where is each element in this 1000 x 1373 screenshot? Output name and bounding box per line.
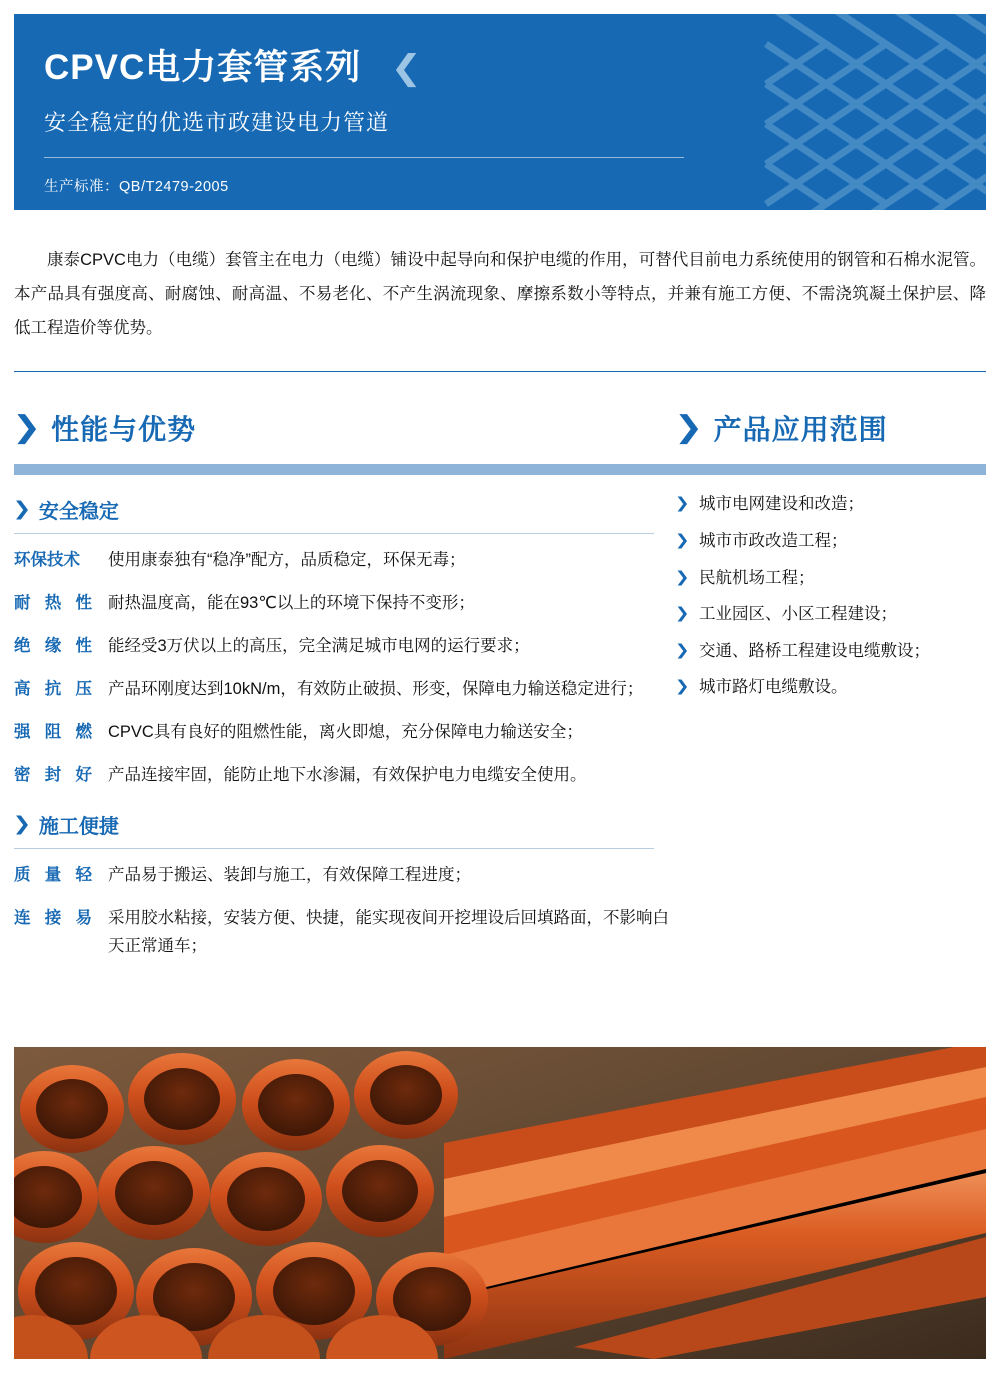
feature-label: 耐 热 性: [14, 594, 92, 613]
chevron-right-icon: ❯: [674, 411, 704, 445]
feature-text: 产品易于搬运、装卸与施工，有效保障工程进度；: [108, 865, 471, 884]
list-item: [14, 546, 676, 575]
feature-text: 耐热温度高，能在93℃以上的环境下保持不变形；: [108, 594, 475, 613]
feature-text: 产品环刚度达到10kN/m，有效防止破损、形变，保障电力输送稳定进行；: [108, 680, 644, 699]
list-item: [676, 529, 986, 555]
application-item-label: 民航机场工程；: [699, 568, 815, 587]
list-item: [14, 904, 676, 962]
subsection-divider: [14, 848, 654, 849]
feature-label: 强 阻 燃: [14, 722, 92, 741]
header-divider: [44, 157, 684, 158]
feature-text: 能经受3万伏以上的高压，完全满足城市电网的运行要求；: [108, 637, 530, 656]
chevron-right-icon: ❯: [12, 499, 32, 521]
subsection-divider: [14, 533, 654, 534]
chevron-right-icon: ❯: [675, 641, 690, 659]
feature-list-safety: [14, 546, 676, 789]
list-item: [676, 639, 986, 665]
subsection-title: 施工便捷: [38, 815, 119, 838]
chevron-right-icon: ❯: [12, 813, 32, 835]
list-item: [14, 632, 676, 661]
pipes-illustration-icon: [14, 1047, 986, 1359]
product-photo: [14, 1047, 986, 1359]
intro-block: [14, 244, 986, 372]
application-item-label: 城市路灯电缆敷设。: [699, 678, 848, 697]
chevron-right-icon: ❯: [675, 678, 690, 696]
application-section-bar: [676, 464, 986, 475]
list-item: [676, 602, 986, 628]
feature-label: 高 抗 压: [14, 680, 92, 699]
application-section-header: [676, 408, 986, 448]
feature-label: 密 封 好: [14, 765, 92, 784]
chevron-right-icon: ❯: [675, 605, 690, 623]
subsection-header-construction: [14, 810, 676, 839]
chevron-right-icon: ❯: [12, 411, 42, 445]
content-columns: [14, 408, 986, 975]
performance-section-title: 性能与优势: [51, 414, 197, 446]
feature-text: 采用胶水粘接，安装方便、快捷，能实现夜间开挖埋设后回填路面，不影响白天正常通车；: [108, 908, 669, 956]
performance-section-bar: [14, 464, 676, 475]
page-title: CPVC电力套管系列: [44, 47, 362, 87]
list-item: [676, 492, 986, 518]
application-item-label: 工业园区、小区工程建设；: [699, 605, 898, 624]
feature-label: 质 量 轻: [14, 865, 92, 884]
feature-text: 产品连接牢固，能防止地下水渗漏，有效保护电力电缆安全使用。: [108, 765, 587, 784]
chevron-right-icon: ❯: [675, 568, 690, 586]
list-item: [14, 861, 676, 890]
subsection-title: 安全稳定: [38, 501, 119, 524]
production-standard: 生产标准：QB/T2479-2005: [44, 179, 229, 195]
feature-list-construction: [14, 861, 676, 962]
feature-label: 环保技术: [14, 551, 80, 570]
application-column: [676, 408, 986, 975]
subsection-header-safety: [14, 495, 676, 524]
page-subtitle: 安全稳定的优选市政建设电力管道: [44, 110, 390, 135]
list-item: [676, 566, 986, 592]
application-item-label: 交通、路桥工程建设电缆敷设；: [699, 641, 931, 660]
performance-column: [14, 408, 676, 975]
list-item: [14, 675, 676, 704]
feature-label: 连 接 易: [14, 908, 92, 927]
performance-section-header: [14, 408, 676, 448]
chevron-right-icon: ❯: [675, 532, 690, 549]
feature-label: 绝 缘 性: [14, 637, 92, 656]
application-list: [676, 492, 986, 700]
list-item: [14, 589, 676, 618]
page-header: [14, 14, 986, 210]
application-section-title: 产品应用范围: [713, 414, 888, 446]
feature-text: 使用康泰独有“稳净”配方，品质稳定，环保无毒；: [108, 551, 466, 570]
list-item: [676, 675, 986, 701]
list-item: [14, 761, 676, 790]
chevron-left-icon: ❮: [390, 49, 422, 87]
intro-paragraph: 康泰CPVC电力（电缆）套管主在电力（电缆）铺设中起导向和保护电缆的作用，可替代目前电力系统使用的钢管和石棉水泥管。本产品具有强度高、耐腐蚀、耐高温、不易老化、不产生涡流现象、摩擦系数小等特点，并兼有施工方便、不需浇筑凝土保护层、降低工程造价等优势。: [14, 251, 986, 337]
application-item-label: 城市电网建设和改造；: [699, 495, 865, 514]
chevron-right-icon: ❯: [675, 495, 690, 513]
list-item: [14, 718, 676, 747]
feature-text: CPVC具有良好的阻燃性能，离火即熄，充分保障电力输送安全；: [108, 722, 583, 741]
application-item-label: 城市市政改造工程；: [699, 532, 848, 550]
